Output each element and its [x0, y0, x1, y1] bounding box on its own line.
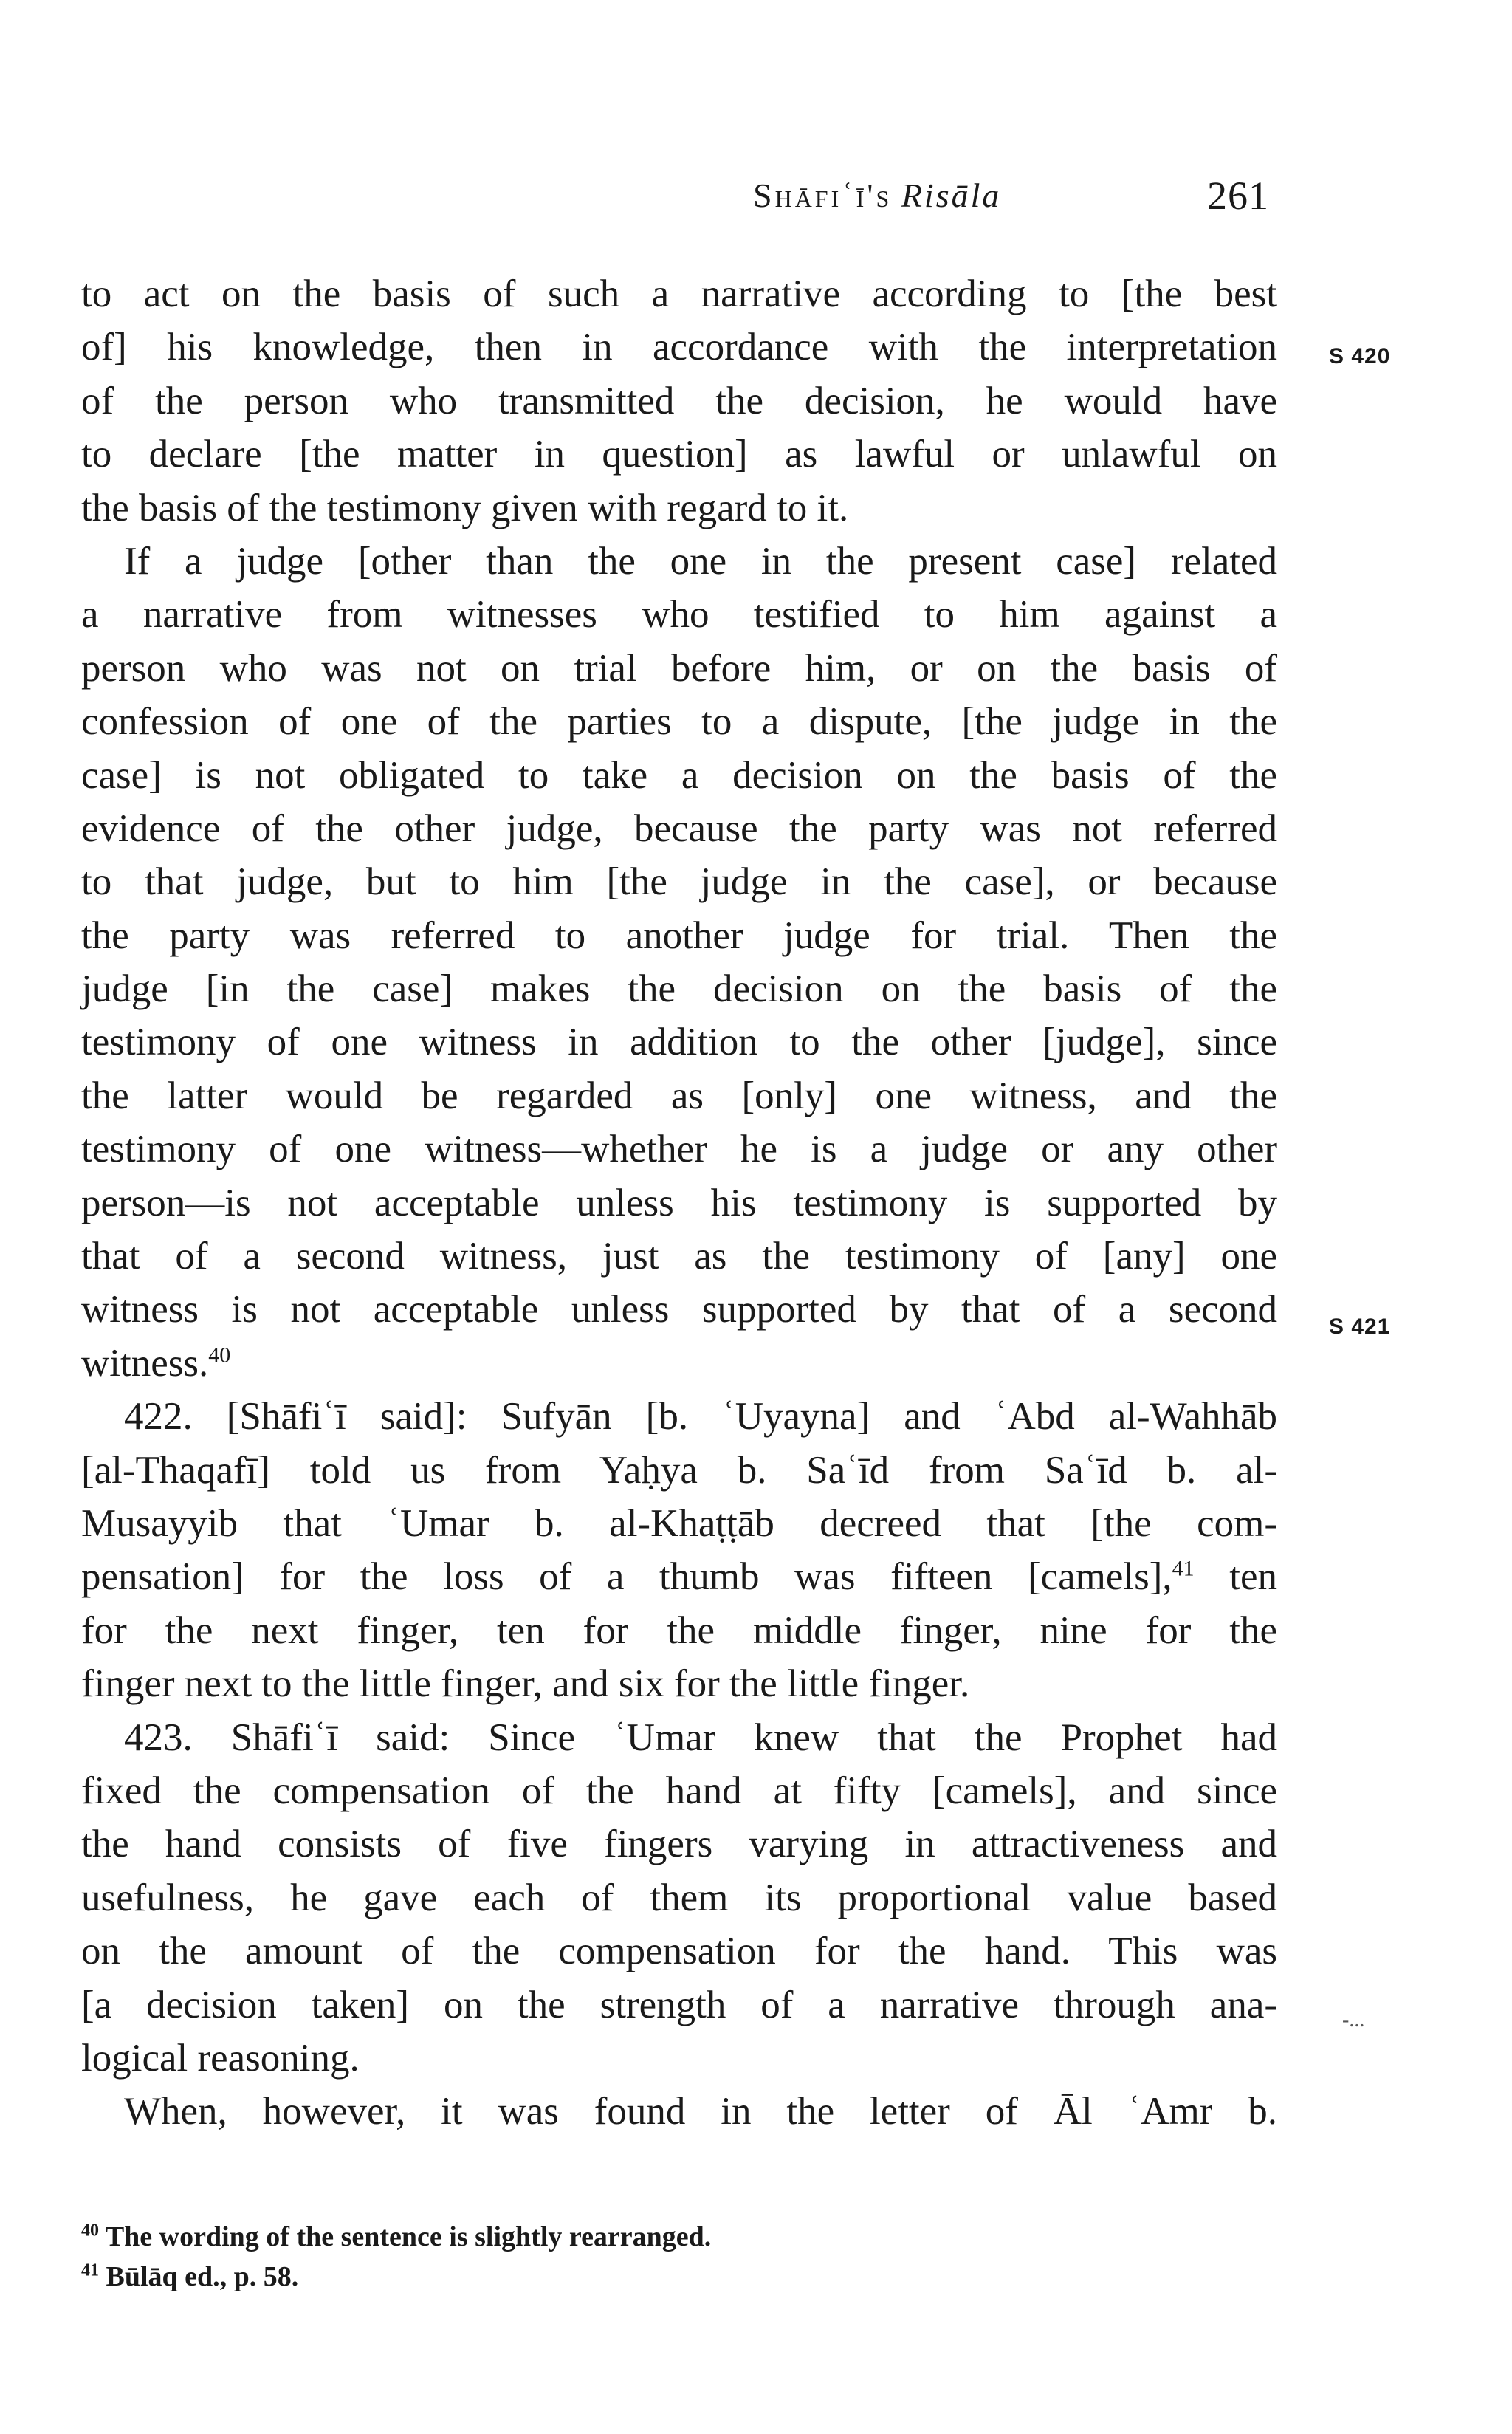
- text-line: for the next finger, ten for the middle finger, nine for the: [81, 1608, 1277, 1652]
- footnotes: [81, 2217, 1115, 2297]
- text-line: the latter would be regarded as [only] one witness, and the: [81, 1074, 1277, 1117]
- text-line: the basis of the testimony given with regard to it.: [81, 486, 849, 529]
- text-line: on the amount of the compensation for the hand. This was: [81, 1930, 1277, 1973]
- text-line: logical reasoning.: [81, 2036, 360, 2080]
- margin-note-s421: S 421: [1329, 1314, 1391, 1339]
- footnote-ref-40: 40: [208, 1343, 231, 1368]
- text-line: that of a second witness, just as the testimony of [any] one: [81, 1235, 1277, 1278]
- text-line: to declare [the matter in question] as lawful or unlawful on: [81, 433, 1277, 476]
- text-line: to that judge, but to him [the judge in the case], or because: [81, 860, 1277, 904]
- text-line: witness is not acceptable unless supported by that of a second: [81, 1288, 1277, 1331]
- footnote-41: [81, 2257, 1115, 2297]
- text-line: testimony of one witness in addition to the other [judge], since: [81, 1021, 1277, 1064]
- text-line: the party was referred to another judge for trial. Then the: [81, 913, 1277, 957]
- running-head-author: Shāfiʿī's: [753, 176, 893, 214]
- text-line: testimony of one witness—whether he is a judge or any other: [81, 1128, 1277, 1171]
- body-text: [81, 267, 1277, 2139]
- text-line: 423. Shāfiʿī said: Since ʿUmar knew that the Prophet had: [124, 1715, 1277, 1759]
- text-line: fixed the compensation of the hand at fifty [camels], and since: [81, 1769, 1277, 1812]
- text-line: person—is not acceptable unless his testimony is supported by: [81, 1181, 1277, 1224]
- text-line-with-note: [81, 1337, 1277, 1390]
- text-line: person who was not on trial before him, or on the basis of: [81, 646, 1277, 690]
- text-line: [al-Thaqafī] told us from Yaḥya b. Saʿīd from Saʿīd b. al-: [81, 1448, 1277, 1492]
- margin-mark: -...: [1342, 2009, 1365, 2032]
- text-line: judge [in the case] makes the decision on the basis of the: [81, 967, 1277, 1011]
- text-line: If a judge [other than the one in the present case] related: [124, 539, 1277, 583]
- text-line: case] is not obligated to take a decision on the basis of the: [81, 753, 1277, 797]
- footnote-text: The wording of the sentence is slightly rearranged.: [105, 2221, 712, 2252]
- footnote-number: 41: [81, 2260, 99, 2280]
- running-head: [753, 174, 1285, 218]
- footnote-ref-41: 41: [1172, 1556, 1195, 1581]
- text-line: usefulness, he gave each of them its proportional value based: [81, 1876, 1277, 1919]
- page-number: 261: [1207, 174, 1269, 218]
- text-line: of the person who transmitted the decision, he would have: [81, 379, 1277, 422]
- text-line: confession of one of the parties to a dispute, [the judge in the: [81, 700, 1277, 744]
- text-line: [a decision taken] on the strength of a narrative through ana-: [81, 1983, 1277, 2026]
- text-fragment: ten: [1229, 1555, 1277, 1599]
- text-line: When, however, it was found in the letter of Āl ʿAmr b.: [124, 2090, 1277, 2133]
- footnote-40: [81, 2217, 1115, 2257]
- text-line-with-note: [81, 1550, 1277, 1603]
- text-line: finger next to the little finger, and six for the little finger.: [81, 1662, 970, 1706]
- margin-note-s420: S 420: [1329, 344, 1391, 368]
- footnote-number: 40: [81, 2221, 99, 2241]
- text-fragment: pensation] for the loss of a thumb was fifteen [camels],: [81, 1555, 1172, 1599]
- text-line: to act on the basis of such a narrative according to [the best: [81, 272, 1277, 315]
- text-line: Musayyib that ʿUmar b. al-Khaṭṭāb decreed that [the com-: [81, 1501, 1277, 1545]
- text-line: a narrative from witnesses who testified to him against a: [81, 593, 1277, 637]
- running-head-title: Risāla: [901, 176, 1002, 214]
- footnote-text: Būlāq ed., p. 58.: [106, 2261, 299, 2292]
- text-line: 422. [Shāfiʿī said]: Sufyān [b. ʿUyayna] and ʿAbd al-Wahhāb: [124, 1395, 1277, 1439]
- text-fragment: witness.: [81, 1341, 209, 1385]
- text-line: of] his knowledge, then in accordance with the interpretation: [81, 326, 1277, 369]
- text-line: evidence of the other judge, because the party was not referred: [81, 806, 1277, 850]
- text-line: the hand consists of five fingers varying in attractiveness and: [81, 1823, 1277, 1866]
